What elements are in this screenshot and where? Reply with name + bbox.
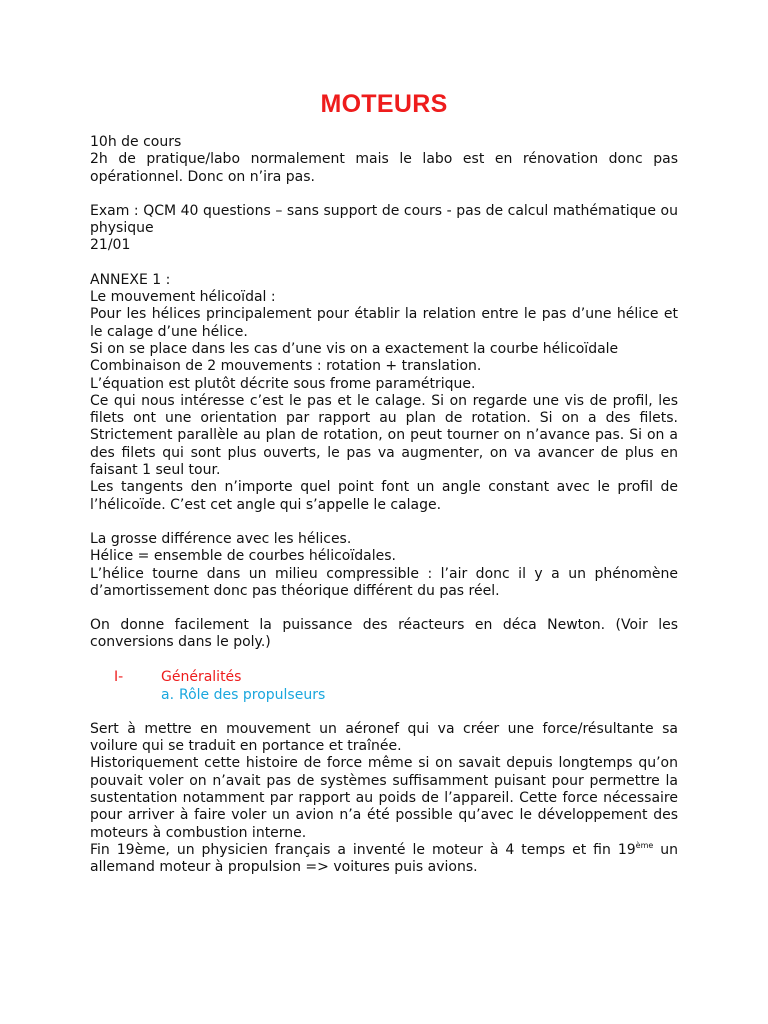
annexe-line-5: Combinaison de 2 mouvements : rotation + translation. <box>90 358 482 375</box>
annexe-line-8: Les tangents den n’importe quel point font un angle constant avec le profil de l’hélicoïde. C’est cet angle qui s’appelle le calage. <box>90 479 678 513</box>
document-title: MOTEURS <box>320 90 448 118</box>
body-line-3 <box>90 842 678 877</box>
body-line-2: Historiquement cette histoire de force même si on savait depuis longtemps qu’on pouvait voler on n’avait pas de systèmes suffisamment puisant pour permettre la sustentation notamment par rapport au poids de l’appareil. Cette force nécessaire pour arriver à faire voler un avion n’a été possible qu’avec le développement des moteurs à combustion interne. <box>90 755 678 841</box>
intro-line-1: 10h de cours <box>90 134 182 150</box>
exam-line-2: 21/01 <box>90 237 131 254</box>
subsection-title: Rôle des propulseurs <box>179 686 326 703</box>
body-line-1: Sert à mettre en mouvement un aéronef qui va créer une force/résultante sa voilure qui se traduit en portance et traînée. <box>90 720 678 755</box>
intro-block <box>90 134 678 186</box>
exam-block <box>90 203 678 255</box>
body-line-3-superscript: ème <box>635 840 654 850</box>
difference-line-1: La grosse différence avec les hélices. <box>90 530 352 547</box>
exam-line-1: Exam : QCM 40 questions – sans support de cours - pas de calcul mathématique ou physique <box>90 202 678 237</box>
annexe-line-2: Le mouvement hélicoïdal : <box>90 289 276 306</box>
puissance-block <box>90 617 678 652</box>
annexe-line-7: Ce qui nous intéresse c’est le pas et le calage. Si on regarde une vis de profil, les filets ont une orientation par rapport au plan de rotation. Si on a des filets. Strictement parallèle au plan de rotation, on peut tourner on n’avance pas. Si on a des filets qui sont plus ouverts, le pas va augmenter, on va avancer de plus en faisant 1 seul tour. <box>90 392 678 479</box>
difference-line-2: Hélice = ensemble de courbes hélicoïdales. <box>90 548 396 565</box>
body-line-3-end: un allemand moteur à propulsion => voitures puis avions. <box>90 841 679 876</box>
puissance-line-1: On donne facilement la puissance des réacteurs en déca Newton. (Voir les conversions dans le poly.) <box>90 617 678 651</box>
section-heading <box>90 669 678 687</box>
annexe-line-1: ANNEXE 1 : <box>90 271 171 288</box>
body-line-3-start: Fin 19ème, un physicien français a inventé le moteur à 4 temps et fin 19 <box>90 841 636 858</box>
annexe-line-3: Pour les hélices principalement pour établir la relation entre le pas d’une hélice et le calage d’une hélice. <box>90 306 678 340</box>
annexe-block <box>90 272 678 514</box>
section-number: I- <box>114 668 124 685</box>
difference-line-3: L’hélice tourne dans un milieu compressible : l’air donc il y a un phénomène d’amortissement donc pas théorique différent du pas réel. <box>90 565 678 599</box>
section-title: Généralités <box>161 668 242 685</box>
difference-block <box>90 531 678 600</box>
document-page <box>90 88 678 893</box>
annexe-line-6: L’équation est plutôt décrite sous frome paramétrique. <box>90 375 476 392</box>
intro-line-2: 2h de pratique/labo normalement mais le labo est en rénovation donc pas opérationnel. Donc on n’ira pas. <box>90 151 678 185</box>
subsection-heading <box>90 687 678 705</box>
annexe-line-4: Si on se place dans les cas d’une vis on a exactement la courbe hélicoïdale <box>90 340 619 357</box>
subsection-number: a. <box>161 686 175 703</box>
body-block <box>90 721 678 877</box>
